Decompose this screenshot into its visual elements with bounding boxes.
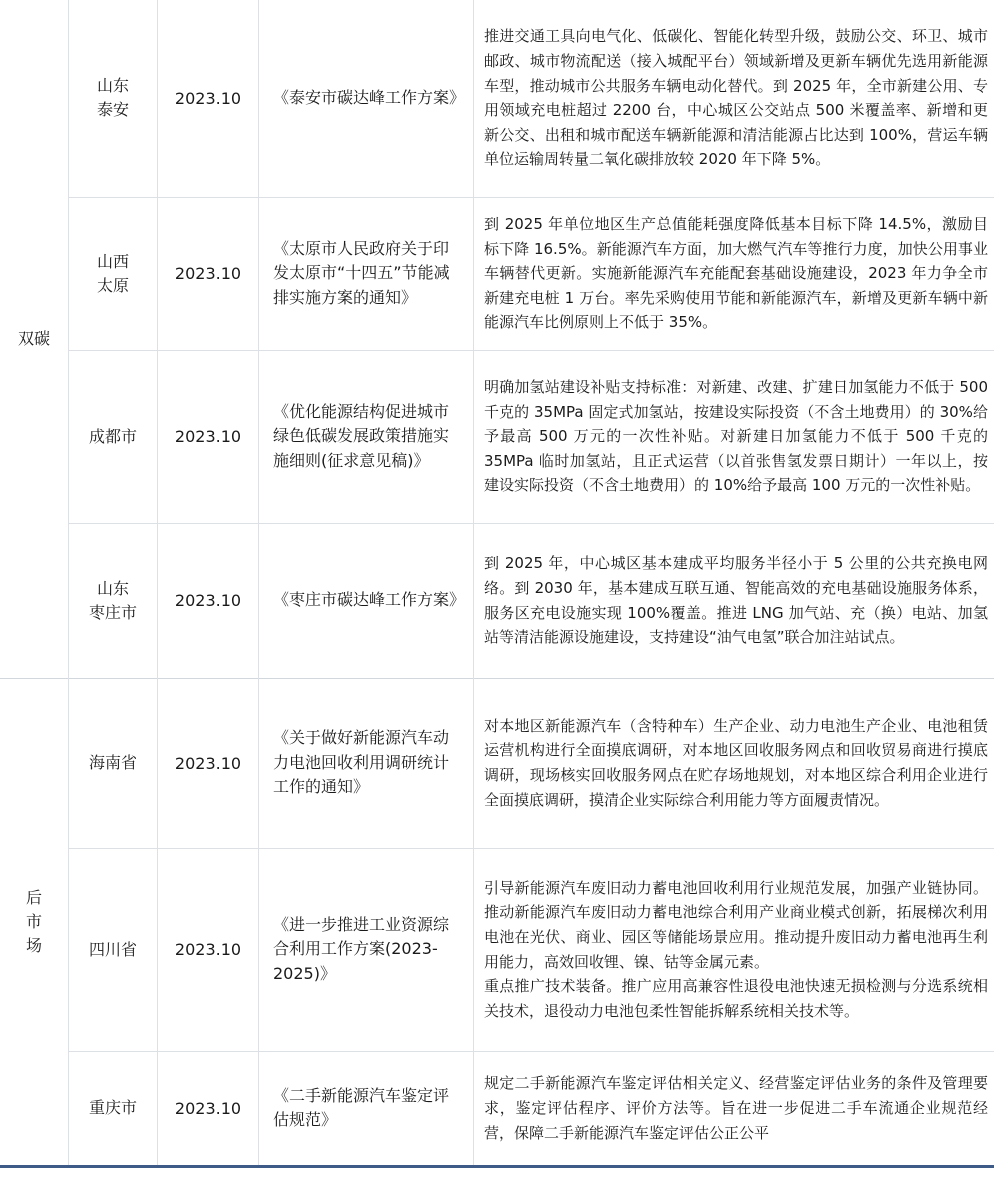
policy-content: 明确加氢站建设补贴支持标准：对新建、改建、扩建日加氢能力不低于 500 千克的 35MPa 固定式加氢站，按建设实际投资（不含土地费用）的 30%给予最高 500 万元的一次性补贴。对新建日加氢能力不低于 500 千克的 35MPa 临时加氢站，且正式运营（以首张售氢发票日期计）一年以上，按建设实际投资（不含土地费用）的 10%给予最高 100 万元的一次性补贴。 (484, 378, 988, 495)
date-cell: 2023.10 (158, 197, 259, 350)
date-cell: 2023.10 (158, 1051, 259, 1165)
category-label: 后 市 场 (25, 887, 42, 955)
region-cell (69, 678, 158, 848)
document-title: 《二手新能源汽车鉴定评估规范》 (273, 1085, 450, 1130)
date-cell: 2023.10 (158, 678, 259, 848)
policy-content: 引导新能源汽车废旧动力蓄电池回收利用行业规范发展，加强产业链协同。推动新能源汽车废旧动力蓄电池综合利用产业商业模式创新，拓展梯次利用电池在光伏、商业、园区等储能场景应用。推动提升废旧动力蓄电池再生利用能力，高效回收锂、镍、钴等金属元素。 重点推广技术装备。推广应用高兼容性退役电池快速无损检测与分选系统相关技术，退役动力电池包柔性智能拆解系统相关技术等。 (484, 878, 988, 1020)
document-title-cell (259, 848, 474, 1051)
category-cell (0, 0, 69, 678)
region-label: 海南省 (88, 753, 137, 772)
document-title: 《优化能源结构促进城市绿色低碳发展政策措施实施细则(征求意见稿)》 (273, 401, 450, 470)
region-cell (69, 848, 158, 1051)
table-row (0, 197, 994, 350)
policy-content: 推进交通工具向电气化、低碳化、智能化转型升级，鼓励公交、环卫、城市邮政、城市物流配送（接入城配平台）领域新增及更新车辆优先选用新能源车型，推动城市公共服务车辆电动化替代。到 2025 年，全市新建公用、专用领域充电桩超过 2200 台，中心城区公交站点 500 米覆盖率、新增和更新公交、出租和城市配送车辆新能源和清洁能源占比达到 100%，营运车辆单位运输周转量二氧化碳排放较 2020 年下降 5%。 (484, 27, 988, 169)
region-cell (69, 0, 158, 197)
region-label: 山西 太原 (96, 251, 129, 295)
policy-content-cell (474, 197, 994, 350)
table-row (0, 848, 994, 1051)
category-cell (0, 678, 69, 1165)
table-row (0, 350, 994, 523)
document-title-cell (259, 523, 474, 678)
table-bottom-rule (0, 1165, 994, 1168)
policy-content-cell (474, 1051, 994, 1165)
region-label: 四川省 (88, 939, 137, 959)
document-title: 《泰安市碳达峰工作方案》 (273, 88, 466, 107)
document-title: 《关于做好新能源汽车动力电池回收利用调研统计工作的通知》 (273, 728, 450, 797)
table-row (0, 0, 994, 197)
region-cell (69, 1051, 158, 1165)
policy-content: 到 2025 年，中心城区基本建成平均服务半径小于 5 公里的公共充换电网络。到 2030 年，基本建成互联互通、智能高效的充电基础设施服务体系，服务区充电设施实现 100%覆盖。推进 LNG 加气站、充（换）电站、加氢站等清洁能源设施建设，支持建设“油气电氢”联合加注站试点。 (484, 554, 988, 647)
policy-content: 到 2025 年单位地区生产总值能耗强度降低基本目标下降 14.5%，激励目标下降 16.5%。新能源汽车方面，加大燃气汽车等推行力度，加快公用事业车辆替代更新。实施新能源汽车充能配套基础设施建设，2023 年力争全市新建充电桩 1 万台。率先采购使用节能和新能源汽车，新增及更新车辆中新能源汽车比例原则上不低于 35%。 (484, 215, 988, 332)
document-title-cell (259, 1051, 474, 1165)
region-cell (69, 350, 158, 523)
region-label: 山东 枣庄市 (88, 578, 137, 622)
document-title: 《枣庄市碳达峰工作方案》 (273, 590, 466, 610)
document-title-cell (259, 0, 474, 197)
category-label: 双碳 (17, 328, 50, 348)
date-cell: 2023.10 (158, 523, 259, 678)
region-cell (69, 523, 158, 678)
region-label: 成都市 (88, 426, 137, 446)
date-cell: 2023.10 (158, 848, 259, 1051)
policy-content-cell (474, 0, 994, 197)
table-row (0, 1051, 994, 1165)
date-cell: 2023.10 (158, 0, 259, 197)
table-row (0, 523, 994, 678)
policy-content: 对本地区新能源汽车（含特种车）生产企业、动力电池生产企业、电池租赁运营机构进行全面摸底调研，对本地区回收服务网点和回收贸易商进行摸底调研，现场核实回收服务网点在贮存场地规划，对本地区综合利用企业进行全面摸底调研，摸清企业实际综合利用能力等方面履责情况。 (484, 716, 988, 809)
document-title-cell (259, 350, 474, 523)
document-title-cell (259, 197, 474, 350)
document-title-cell (259, 678, 474, 848)
policy-content-cell (474, 523, 994, 678)
region-label: 山东 泰安 (96, 76, 129, 120)
table-row (0, 678, 994, 848)
policy-content-cell (474, 350, 994, 523)
date-cell: 2023.10 (158, 350, 259, 523)
document-title: 《进一步推进工业资源综合利用工作方案(2023-2025)》 (273, 914, 450, 983)
region-label: 重庆市 (88, 1098, 137, 1118)
document-title: 《太原市人民政府关于印发太原市“十四五”节能减排实施方案的通知》 (273, 238, 450, 307)
policy-content-cell (474, 848, 994, 1051)
policy-content-cell (474, 678, 994, 848)
region-cell (69, 197, 158, 350)
policy-content: 规定二手新能源汽车鉴定评估相关定义、经营鉴定评估业务的条件及管理要求，鉴定评估程序、评价方法等。旨在进一步促进二手车流通企业规范经营，保障二手新能源汽车鉴定评估公正公平 (484, 1074, 988, 1142)
